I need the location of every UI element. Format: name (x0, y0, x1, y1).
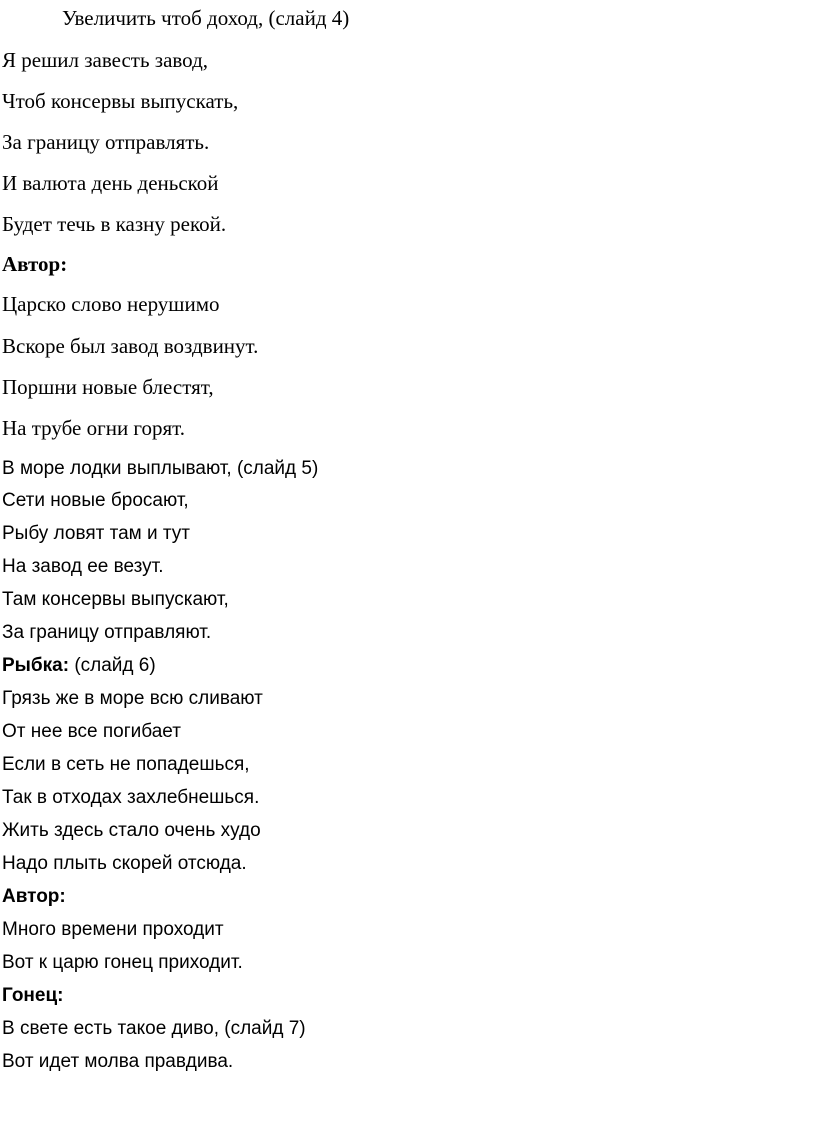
verse-line-8: Вскоре был завод воздвинут. (2, 334, 259, 358)
verse-line-7: Царско слово нерушимо (2, 292, 220, 316)
verse-line-17: Грязь же в море всю сливают (2, 688, 263, 709)
verse-line-10: На трубе огни горят. (2, 416, 186, 440)
verse-line-1: Увеличить чтоб доход, (слайд 4) (62, 6, 350, 30)
speaker-line-fish (2, 654, 156, 678)
verse-line-26: Вот идет молва правдива. (2, 1051, 234, 1072)
verse-line-4: За границу отправлять. (2, 130, 210, 154)
verse-line-5: И валюта день деньской (2, 171, 219, 195)
verse-line-25: В свете есть такое диво, (слайд 7) (2, 1018, 306, 1039)
verse-line-6: Будет течь в казну рекой. (2, 212, 227, 236)
speaker-label-author-2: Автор: (2, 886, 66, 907)
speaker-label-messenger: Гонец: (2, 985, 64, 1006)
verse-line-22: Надо плыть скорей отсюда. (2, 853, 247, 874)
verse-line-15: Там консервы выпускают, (2, 589, 229, 610)
verse-line-14: На завод ее везут. (2, 556, 164, 577)
verse-line-13: Рыбу ловят там и тут (2, 523, 190, 544)
speaker-label-author: Автор: (2, 252, 68, 276)
slide-note: (слайд 6) (74, 655, 156, 676)
verse-line-12: Сети новые бросают, (2, 490, 189, 511)
verse-line-16: За границу отправляют. (2, 622, 212, 643)
verse-line-20: Так в отходах захлебнешься. (2, 787, 260, 808)
verse-line-23: Много времени проходит (2, 919, 224, 940)
verse-line-24: Вот к царю гонец приходит. (2, 952, 243, 973)
verse-line-11: В море лодки выплывают, (слайд 5) (2, 458, 319, 479)
verse-line-2: Я решил завесть завод, (2, 48, 209, 72)
verse-line-19: Если в сеть не попадешься, (2, 754, 250, 775)
verse-line-21: Жить здесь стало очень худо (2, 820, 261, 841)
verse-line-18: От нее все погибает (2, 721, 181, 742)
verse-line-3: Чтоб консервы выпускать, (2, 89, 239, 113)
speaker-label-fish: Рыбка: (2, 655, 70, 676)
verse-line-9: Поршни новые блестят, (2, 375, 214, 399)
